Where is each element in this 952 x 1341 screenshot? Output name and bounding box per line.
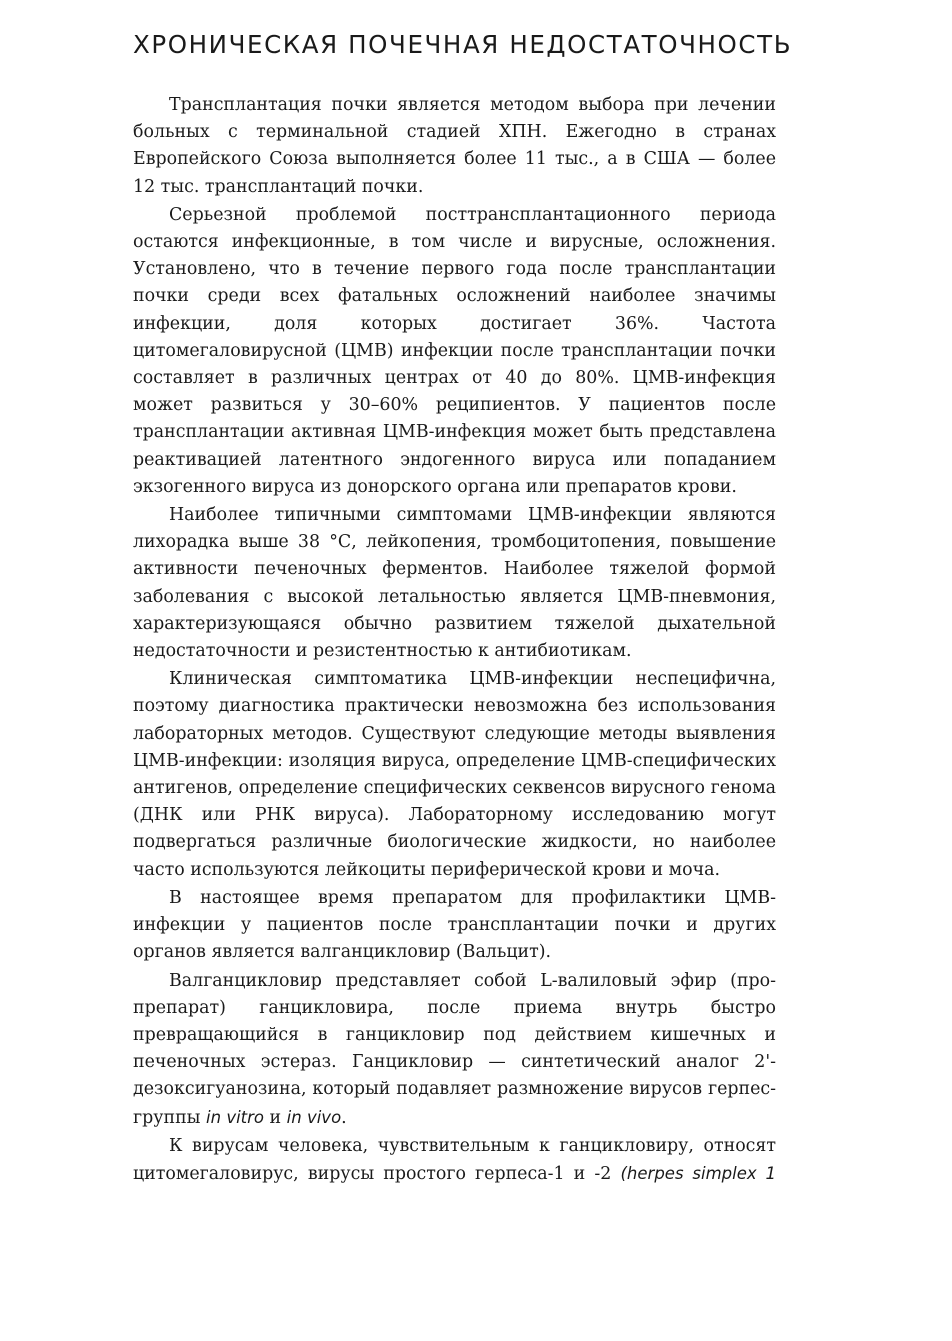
paragraph: Клиническая симптоматика ЦМВ-инфекции неспецифична, поэтому диагностика практически невозможна без использования лабораторных методов. Существуют следующие методы выявления ЦМВ-инфекции: изоляция вируса, определение ЦМВ-специфических антигенов, определение специфических секвенсов вирусного генома (ДНК или РНК вируса). Лабораторному исследованию могут подвергаться различные биологические жидкости, но наиболее часто используются лейкоциты периферической крови и моча.: [133, 669, 776, 880]
paragraph: [133, 968, 776, 1132]
body-text: [133, 92, 776, 1189]
paragraph: Трансплантация почки является методом выбора при лечении больных с терминальной стадией ХПН. Ежегодно в странах Европейского Союза выполняется более 11 тыс., а в США — более 12 тыс. трансплантаций почки.: [133, 95, 776, 197]
paragraph: В настоящее время препаратом для профилактики ЦМВ-инфекции у пациентов после трансплантации почки и других органов является валганцикловир (Вальцит).: [133, 887, 776, 963]
paragraph: [133, 1133, 776, 1188]
sentence-end: .: [341, 1107, 347, 1128]
italic-term: in vitro: [206, 1107, 265, 1127]
paragraph: Серьезной проблемой посттрансплантационного периода остаются инфекционные, в том числе и вирусные, осложнения. Установлено, что в течение первого года после трансплантации почки среди всех фатальных осложнений наиболее значимы инфекции, доля которых достигает 36%. Частота цитомегаловирусной (ЦМВ) инфекции после трансплантации почки составляет в различных центрах от 40 до 80%. ЦМВ-инфекция может развиться у 30–60% реципиентов. У пациентов после трансплантации активная ЦМВ-инфекция может быть представлена реактивацией латентного эндогенного вируса или попаданием экзогенного вируса из донорского органа или препаратов крови.: [133, 204, 776, 497]
paragraph: Наиболее типичными симптомами ЦМВ-инфекции являются лихорадка выше 38 °С, лейкопения, тромбоцитопения, повышение активности печеночных ферментов. Наиболее тяжелой формой заболевания с высокой летальностью является ЦМВ-пневмония, характеризующаяся обычно развитием тяжелой дыхательной недостаточности и резистентностью к антибиотикам.: [133, 505, 776, 662]
italic-term: in vivo: [286, 1107, 342, 1127]
running-head: ХРОНИЧЕСКАЯ ПОЧЕЧНАЯ НЕДОСТАТОЧНОСТЬ: [133, 30, 793, 59]
italic-term: (herpes simplex 1: [620, 1163, 776, 1183]
paragraph-text: К вирусам человека, чувствительным к ганцикловиру, относят цитомегаловирус, вирусы простого герпеса-1 и -2: [133, 1135, 776, 1184]
paragraph-text: Валганцикловир представляет собой L-валиловый эфир (про-препарат) ганцикловира, после приема внутрь быстро превращающийся в ганцикловир под действием кишечных и печеночных эстераз. Ганцикловир — синтетический аналог 2'-дезоксигуанозина, который подавляет размножение вирусов герпес-группы: [133, 970, 776, 1128]
conjunction: и: [269, 1107, 282, 1128]
